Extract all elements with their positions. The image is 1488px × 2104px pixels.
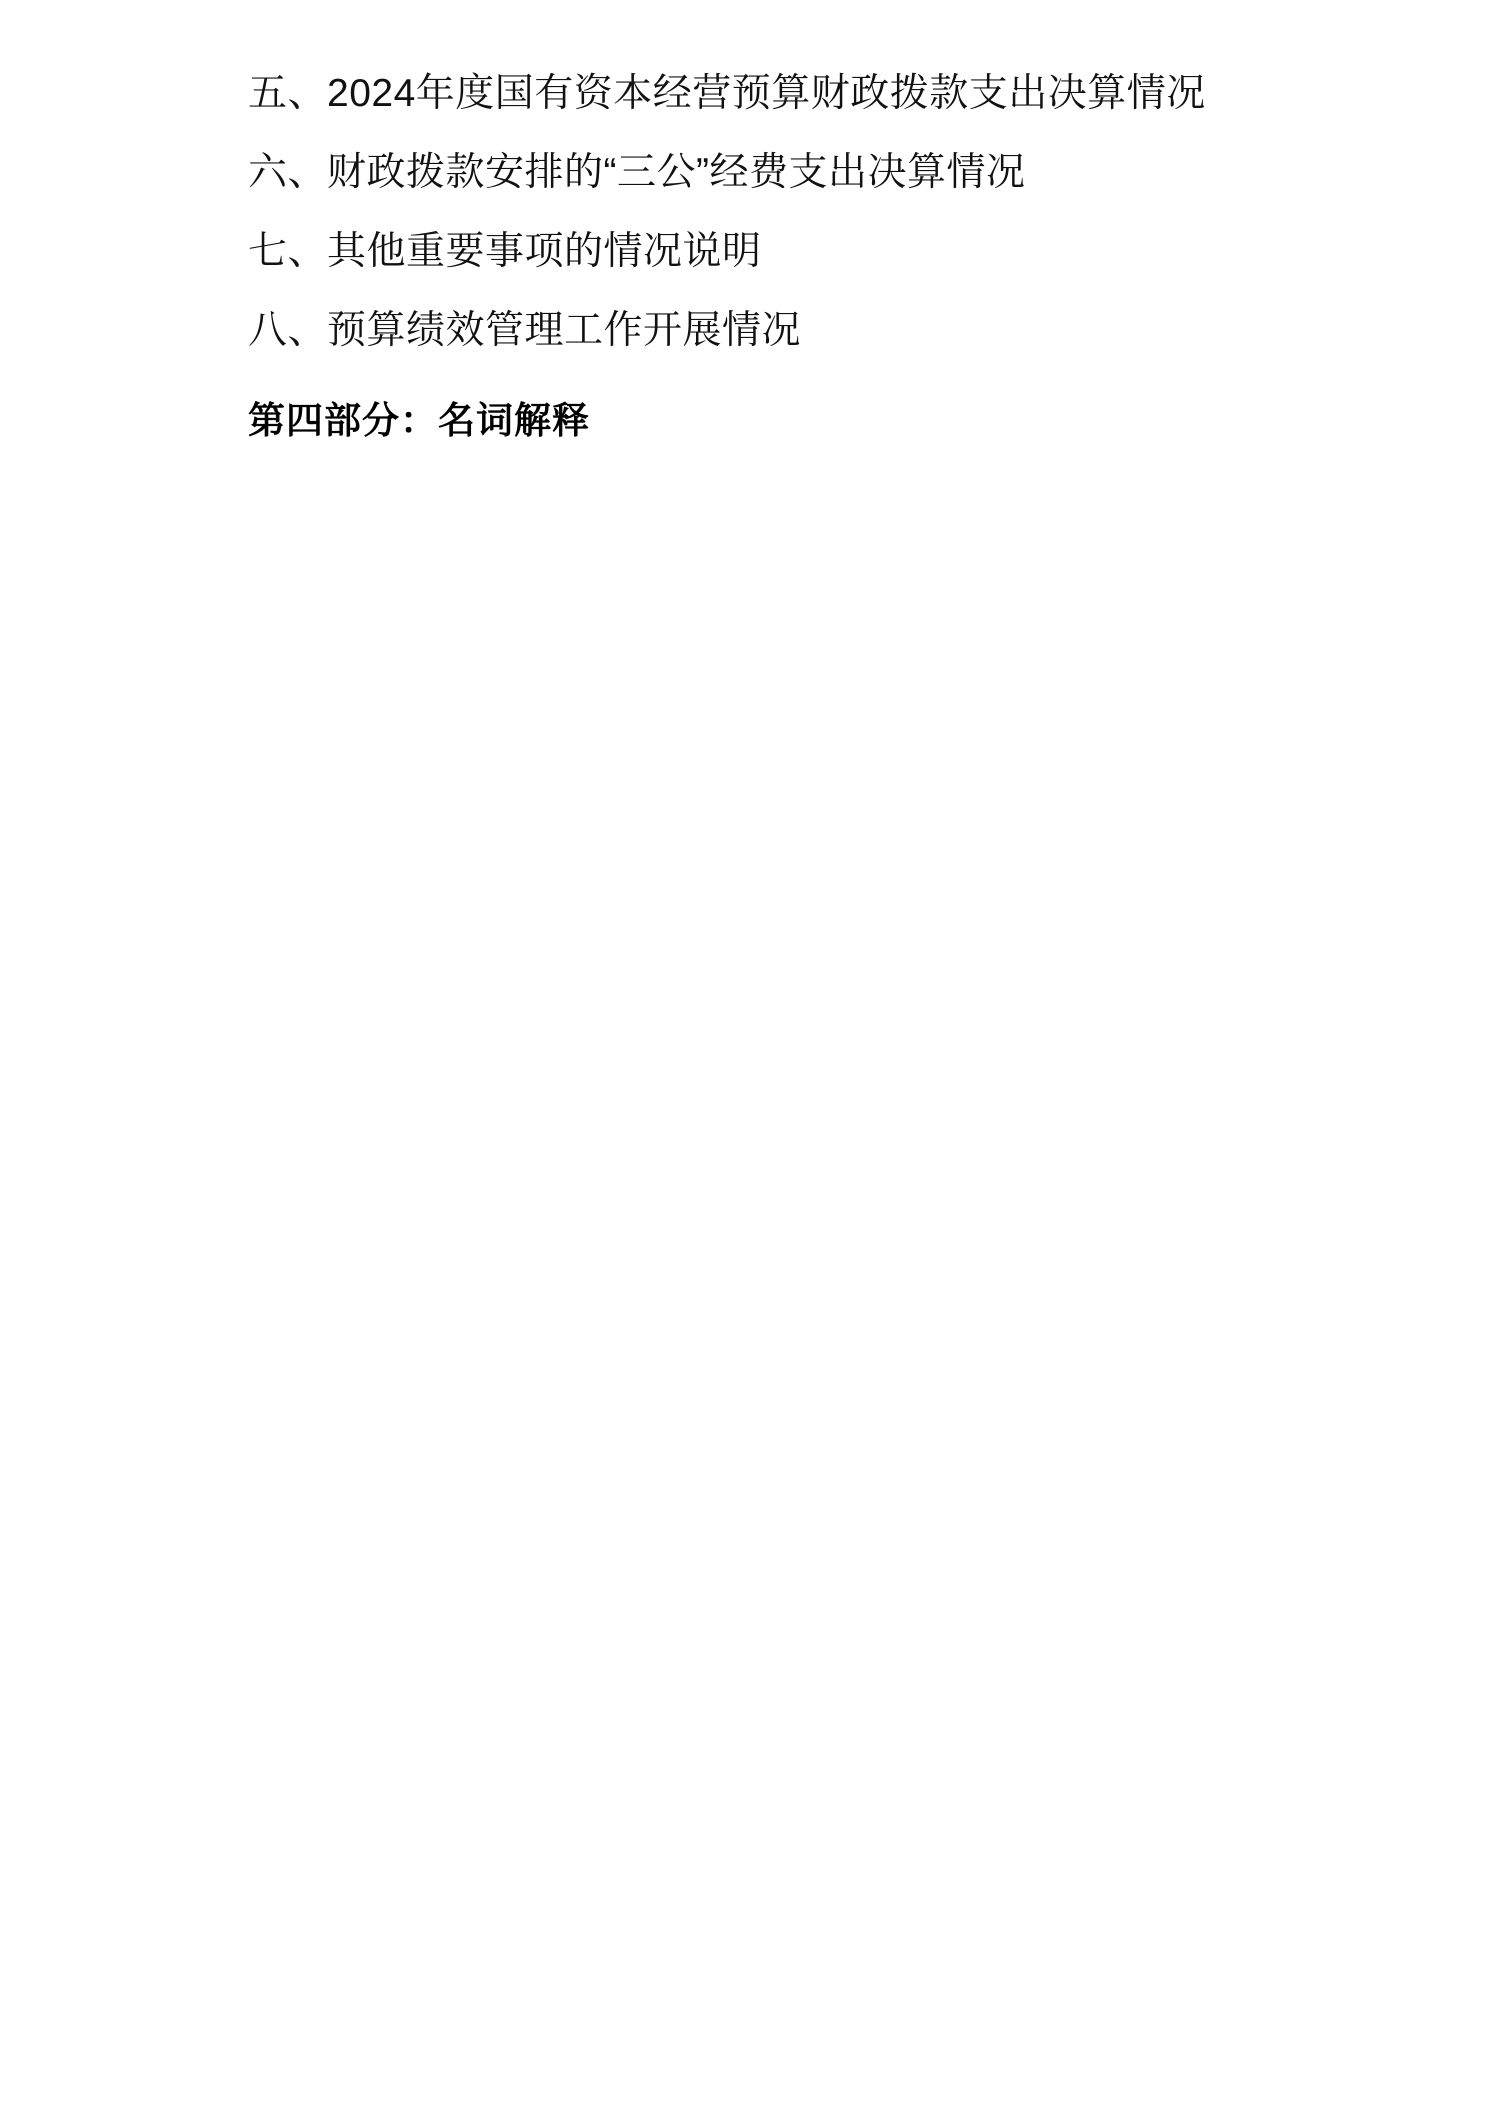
toc-item-5: 五、2024年度国有资本经营预算财政拨款支出决算情况 bbox=[248, 72, 1206, 115]
toc-item-6: 六、财政拨款安排的“三公”经费支出决算情况 bbox=[248, 151, 1026, 194]
toc-item-7: 七、其他重要事项的情况说明 bbox=[248, 230, 762, 273]
document-content bbox=[248, 74, 1288, 444]
toc-item-8: 八、预算绩效管理工作开展情况 bbox=[248, 309, 802, 352]
part-four-heading: 第四部分：名词解释 bbox=[248, 400, 590, 441]
